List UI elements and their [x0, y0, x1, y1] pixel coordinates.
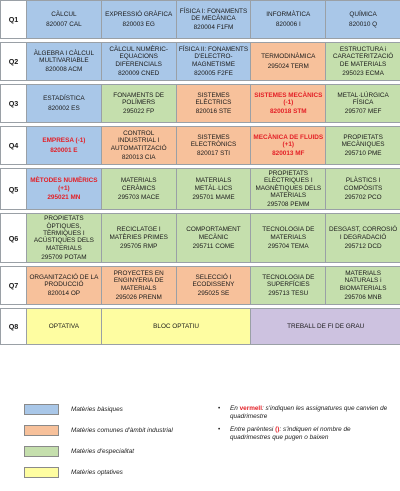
course-cell — [326, 169, 400, 210]
course-name: MATERIALS NATURALS i BIOMATERIALS — [339, 270, 387, 292]
course-cell — [101, 85, 176, 123]
course-cell — [251, 267, 326, 305]
course-code: 295706 MNB — [344, 294, 382, 302]
course-name: PLÀSTICS I COMPÒSITS — [343, 177, 383, 192]
course-code: 295022 FP — [123, 108, 155, 116]
course-code: 820008 ACM — [45, 66, 83, 74]
semester-label: Q5 — [1, 169, 27, 210]
course-code: 820017 STI — [196, 150, 231, 158]
semester-row — [1, 43, 400, 81]
course-code: 820007 CAL — [46, 20, 82, 28]
course-cell — [326, 85, 400, 123]
course-name: COMPORTAMENT MECÀNIC — [186, 226, 241, 241]
course-code: 295710 PME — [344, 150, 382, 158]
note-suffix: : s'indiquen el nombre de quadrimestres que pugen o baixen — [230, 425, 351, 441]
legend-item — [24, 403, 123, 415]
course-cell — [251, 214, 326, 263]
course-code: 820016 STE — [195, 108, 232, 116]
course-name: SELECCIÓ I ECODISSENY — [192, 273, 235, 289]
course-cell — [27, 1, 102, 39]
course-cell — [27, 214, 102, 263]
course-name: DESGAST, CORROSIÓ I DEGRADACIÓ — [328, 226, 398, 241]
course-code: 295703 MACE — [117, 193, 160, 201]
semester-label: Q8 — [1, 309, 27, 345]
course-code: 295024 TERM — [267, 62, 309, 70]
course-name: CÀLCUL NUMÈRIC-EQUACIONS DIFERENCIALS — [109, 45, 169, 68]
course-name: MECÀNICA DE FLUIDS (+1) — [253, 133, 324, 148]
course-code: 295711 COME — [192, 243, 235, 251]
course-name: QUÍMICA — [349, 11, 377, 19]
legend-swatch — [24, 425, 59, 436]
course-cell — [101, 43, 176, 81]
course-name: FÍSICA I: FONAMENTS DE MECÀNICA — [179, 7, 248, 22]
course-name: PROPIETATS MECÀNIQUES — [341, 133, 385, 148]
course-name: EXPRESSIÓ GRÀFICA — [105, 11, 173, 19]
semester-row — [1, 267, 400, 305]
course-cell — [251, 85, 326, 123]
course-name: ESTADÍSTICA — [43, 95, 85, 103]
bullet-icon: • — [218, 405, 221, 412]
bloc-optatiu-cell: BLOC OPTATIU — [101, 309, 251, 345]
course-cell — [27, 267, 102, 305]
legend-swatch — [24, 446, 59, 457]
course-code: 295709 POTAM — [41, 253, 87, 261]
semester-label: Q1 — [1, 1, 27, 39]
course-name: SISTEMES ELECTRÒNICS — [190, 133, 237, 148]
course-code: 820004 F1FM — [193, 24, 234, 32]
course-cell — [176, 1, 251, 39]
course-name: ÀLGEBRA I CÀLCUL MULTIVARIABLE — [33, 49, 95, 64]
course-cell — [176, 43, 251, 81]
course-cell — [326, 43, 400, 81]
note-prefix: En — [230, 405, 240, 412]
course-code: 295708 PEMM — [267, 201, 310, 209]
semester-label: Q3 — [1, 85, 27, 123]
course-cell — [326, 267, 400, 305]
course-cell — [27, 85, 102, 123]
course-name: EMPRESA (-1) — [42, 137, 86, 145]
course-cell — [101, 214, 176, 263]
course-cell — [176, 85, 251, 123]
course-name: METAL·LÚRGICA FÍSICA — [337, 91, 389, 106]
semester-label: Q6 — [1, 214, 27, 263]
legend-item — [24, 445, 134, 457]
course-name: FÍSICA II: FONAMENTS D'ELECTRO-MAGNETISME — [178, 45, 249, 68]
course-code: 820010 Q — [349, 20, 378, 28]
semester-row — [1, 1, 400, 39]
bullet-icon: • — [218, 425, 221, 433]
course-name: MÈTODES NUMÈRICS (+1) — [30, 177, 98, 192]
note-item — [218, 426, 388, 443]
course-code: 820009 CNED — [118, 69, 160, 77]
course-code: 295021 MN — [47, 193, 81, 201]
course-name: MATERIALS CERÀMICS — [120, 177, 157, 192]
note-highlight: () — [275, 425, 280, 433]
course-cell — [176, 127, 251, 165]
course-code: 820003 EG — [122, 20, 155, 28]
course-code: 295705 RMP — [120, 243, 158, 251]
course-cell — [101, 1, 176, 39]
course-name: CÀLCUL — [51, 11, 77, 19]
course-cell — [101, 169, 176, 210]
course-code: 820001 E — [50, 146, 78, 154]
course-name: CONTROL INDUSTRIAL I AUTOMATITZACIÓ — [110, 129, 167, 152]
legend-item — [24, 466, 123, 478]
course-code: 295023 ECMA — [342, 69, 384, 77]
course-code: 820014 OP — [47, 290, 81, 298]
course-cell — [251, 1, 326, 39]
legend-label: Matèries optatives — [71, 468, 123, 476]
note-highlight: vermell — [239, 405, 262, 412]
course-cell — [326, 214, 400, 263]
course-cell — [176, 267, 251, 305]
course-name: TECNOLOGIA DE SUPERFÍCIES — [262, 273, 315, 289]
course-name: TECNOLOGIA DE MATERIALS — [262, 226, 315, 241]
course-cell — [27, 127, 102, 165]
course-name: PROPIETATS ÒPTIQUES, TÈRMIQUES I ACÚSTIQUES DELS MATERIALS — [33, 215, 94, 252]
course-name: SISTEMES ELÈCTRICS — [195, 91, 232, 106]
semester-row-q8 — [1, 309, 400, 345]
course-cell — [326, 127, 400, 165]
course-name: ORGANITZACIÓ DE LA PRODUCCIÓ — [29, 273, 99, 289]
course-name: SISTEMES MECÀNICS (-1) — [254, 91, 323, 106]
semester-row — [1, 169, 400, 210]
note-item — [218, 405, 388, 422]
course-code: 295026 PRENM — [115, 294, 162, 302]
course-code: 295701 MAME — [192, 193, 235, 201]
semester-label: Q4 — [1, 127, 27, 165]
course-cell — [251, 169, 326, 210]
course-code: 820018 STM — [269, 108, 307, 116]
course-code: 820013 CIA — [121, 153, 156, 161]
legend-label: Matèries comunes d'àmbit industrial — [71, 426, 173, 434]
semester-label: Q7 — [1, 267, 27, 305]
course-code: 820006 I — [275, 20, 301, 28]
course-name: INFORMÀTICA — [266, 11, 311, 19]
course-name: RECICLATGE I MATÈRIES PRIMES — [109, 226, 168, 241]
legend — [0, 389, 400, 491]
course-code: 295025 SE — [197, 290, 230, 298]
course-cell — [251, 127, 326, 165]
semester-label: Q2 — [1, 43, 27, 81]
course-code: 820013 MF — [272, 150, 305, 158]
course-cell — [27, 43, 102, 81]
legend-label: Matèries d'especialitat — [71, 447, 135, 455]
semester-row — [1, 85, 400, 123]
legend-swatch — [24, 467, 59, 478]
course-code: 295707 MEF — [344, 108, 382, 116]
course-name: FONAMENTS DE POLÍMERS — [113, 91, 165, 106]
course-code: 295712 DCD — [344, 243, 382, 251]
course-code: 820002 ES — [48, 104, 80, 112]
course-cell — [101, 267, 176, 305]
legend-item — [24, 424, 173, 436]
course-code: 295704 TEMA — [267, 243, 309, 251]
optativa-cell: OPTATIVA — [27, 309, 102, 345]
legend-swatch — [24, 404, 59, 415]
course-cell — [326, 1, 400, 39]
notes — [218, 405, 388, 446]
course-name: ESTRUCTURA i CARACTERITZACIÓ DE MATERIALS — [332, 45, 394, 68]
course-cell — [27, 169, 102, 210]
course-code: 295702 PCO — [344, 193, 382, 201]
semester-row — [1, 214, 400, 263]
note-suffix: : s'indiquen les assignatures que canvien de quadrimestre — [230, 405, 388, 421]
course-cell — [251, 43, 326, 81]
course-cell — [176, 214, 251, 263]
course-name: PROPIETATS ELÈCTRIQUES I MAGNÈTIQUES DELS MATERIALS — [255, 170, 322, 199]
course-name: MATERIALS METÀL·LICS — [194, 177, 233, 192]
course-name: PROYECTES EN ENGINYERIA DE MATERIALS — [113, 270, 164, 292]
course-cell — [176, 169, 251, 210]
semester-row — [1, 127, 400, 165]
tfg-cell: TREBALL DE FI DE GRAU — [251, 309, 400, 345]
legend-label: Matèries bàsiques — [71, 405, 123, 413]
course-cell — [101, 127, 176, 165]
note-prefix: Entre parèntesi — [230, 425, 276, 433]
course-code: 295713 TESU — [268, 290, 309, 298]
course-code: 820005 F2FE — [194, 69, 233, 77]
course-name: TERMODINÀMICA — [261, 53, 316, 61]
